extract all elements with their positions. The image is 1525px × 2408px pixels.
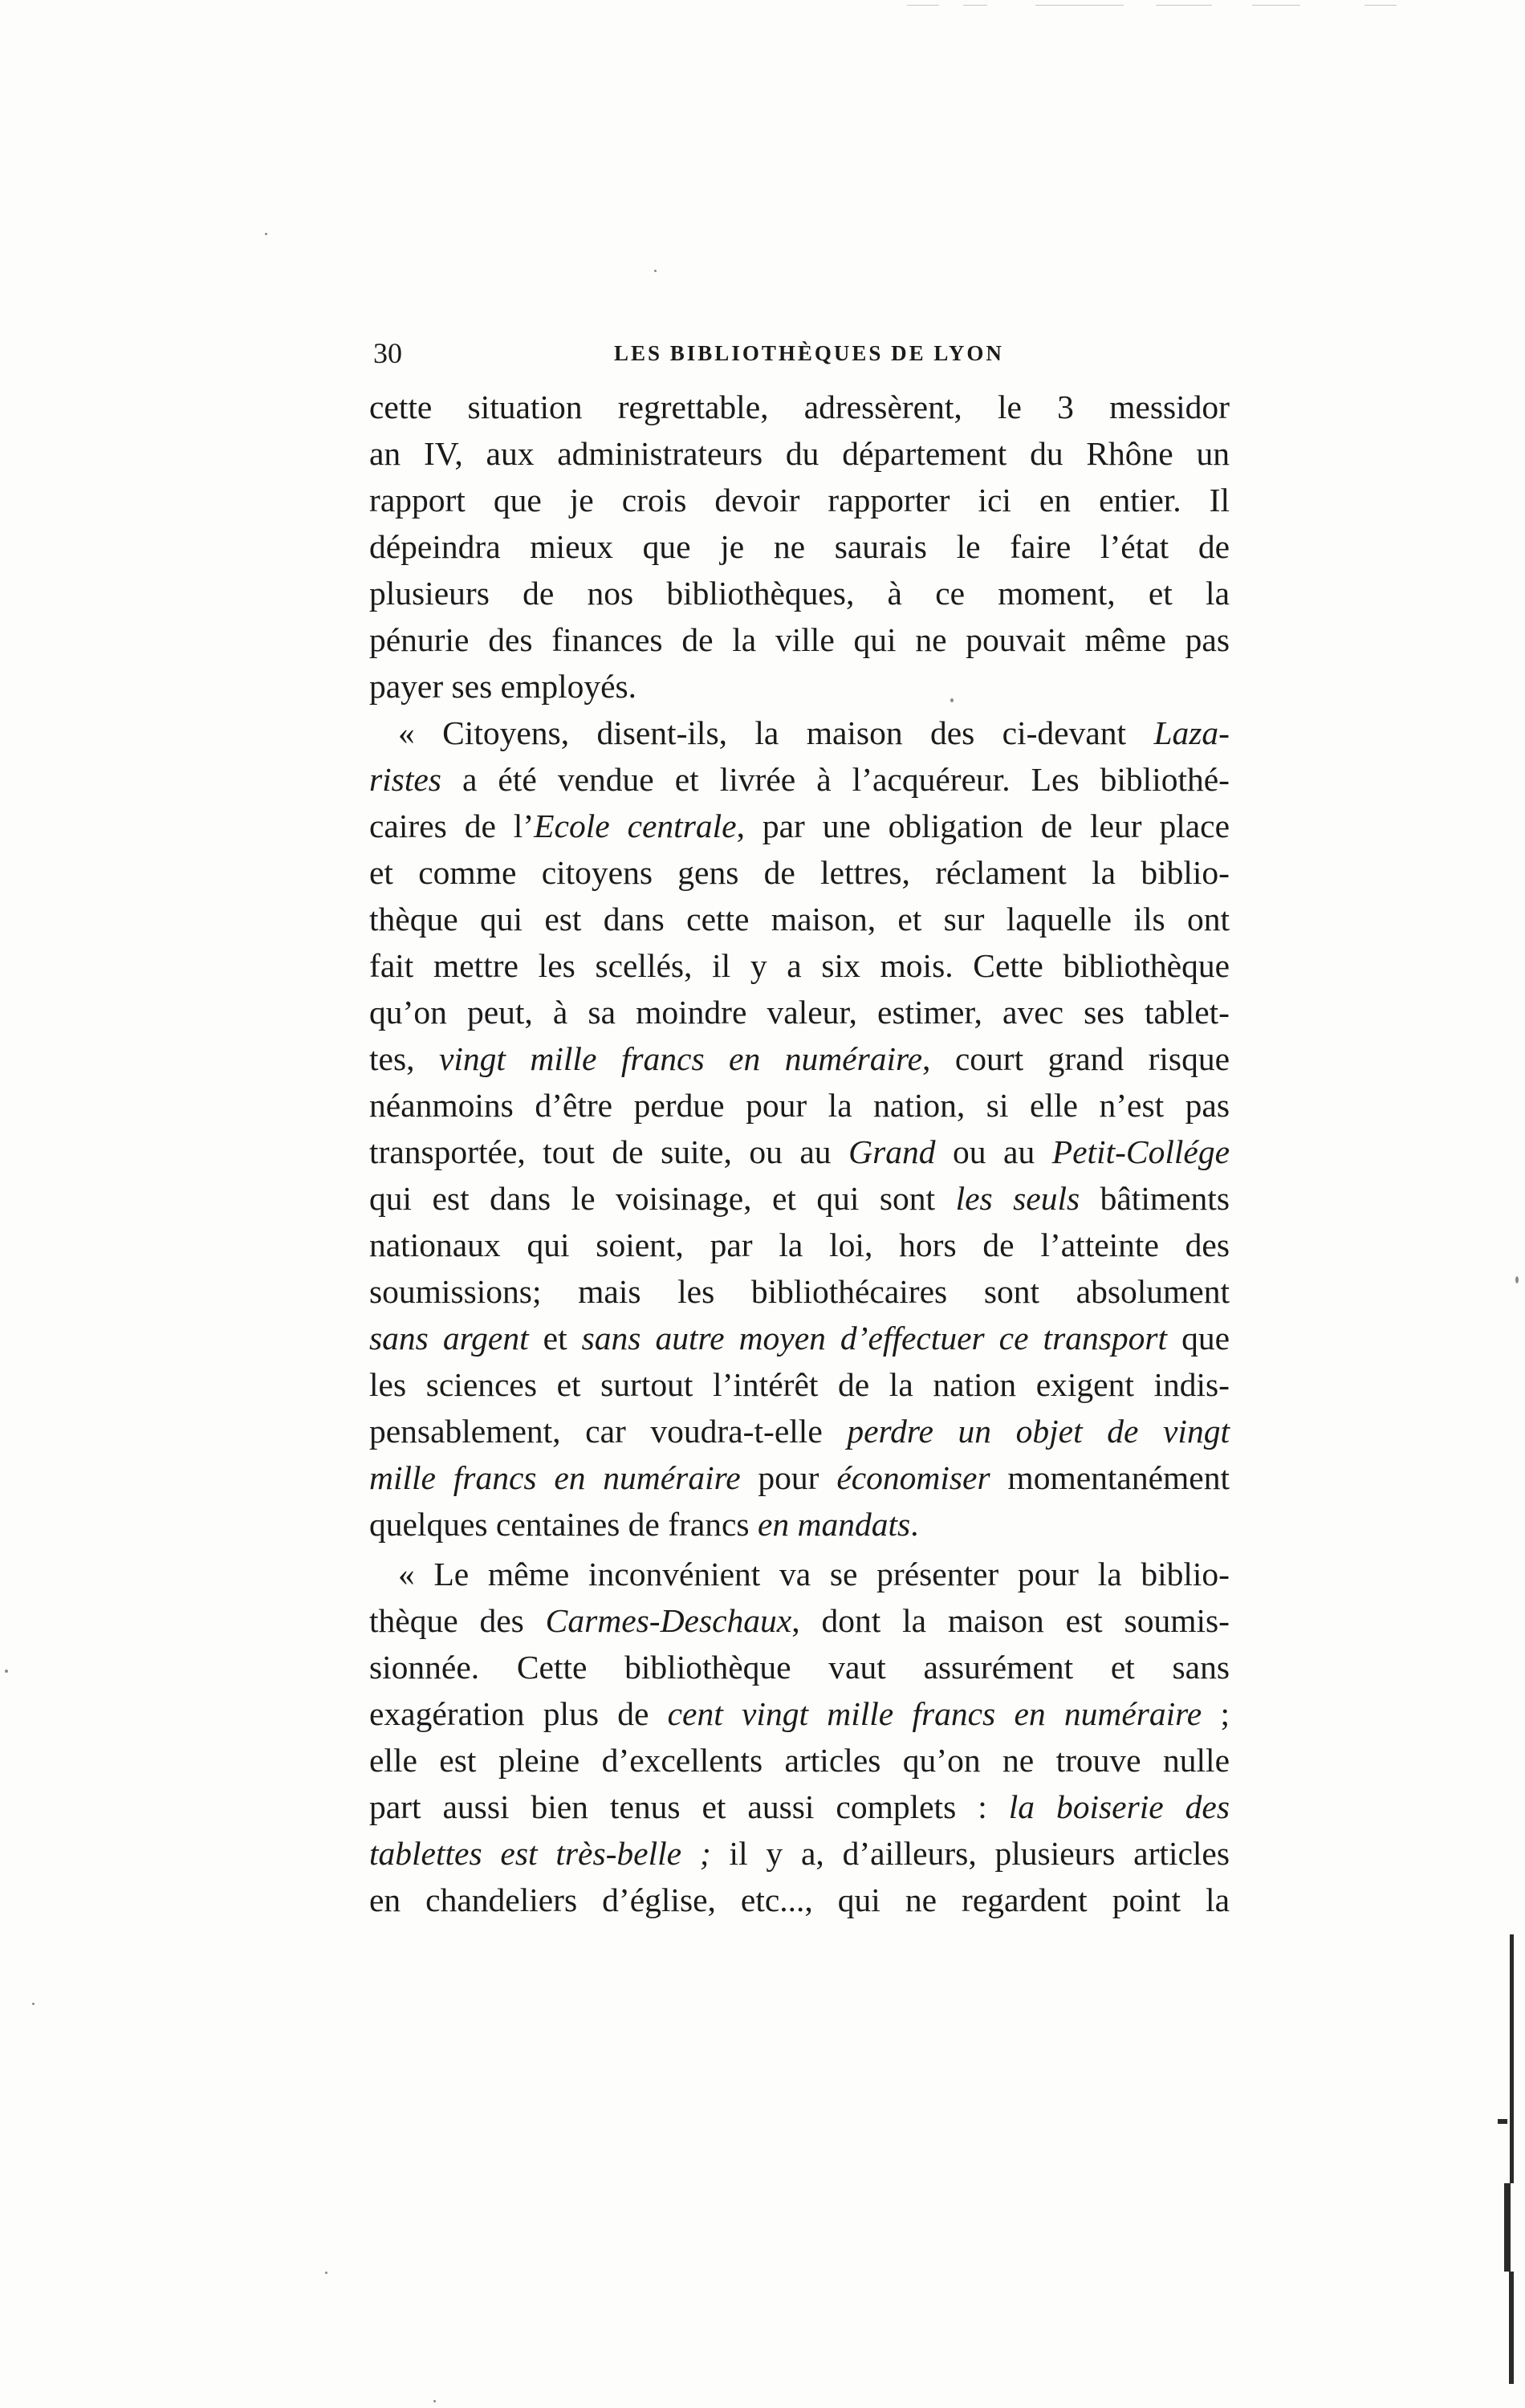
- text-run: qui est dans le voisinage, et qui sont: [369, 1180, 956, 1217]
- text-line: [369, 1501, 1230, 1548]
- text-run: les sciences et surtout l’intérêt de la nation exigent indis-: [369, 1366, 1230, 1403]
- text-line: [369, 1551, 1230, 1597]
- text-line: [369, 1644, 1230, 1690]
- italic-text-run: Laza-: [1153, 714, 1230, 751]
- text-line: [369, 663, 1230, 710]
- text-line: [369, 1830, 1230, 1877]
- text-run: et comme citoyens gens de lettres, réclament la biblio-: [369, 854, 1230, 891]
- text-run: cette situation regrettable, adressèrent, le 3 messidor: [369, 388, 1230, 425]
- body-text: [369, 384, 1230, 1923]
- text-run: il y a, d’ailleurs, plusieurs articles: [710, 1835, 1230, 1872]
- text-run: et: [528, 1320, 582, 1357]
- text-run: « Citoyens, disent-ils, la maison des ci-devant: [398, 714, 1154, 751]
- text-run: a été vendue et livrée à l’acquéreur. Les bibliothé-: [441, 761, 1230, 798]
- text-line: [369, 989, 1230, 1035]
- text-line: [369, 384, 1230, 430]
- text-run: ou au: [935, 1133, 1052, 1170]
- italic-text-run: mille francs en numéraire: [369, 1459, 741, 1496]
- paper-speck: [433, 2400, 436, 2402]
- text-run: ;: [1202, 1695, 1230, 1732]
- italic-text-run: cent vingt mille francs en numéraire: [667, 1695, 1202, 1732]
- text-run: que: [1167, 1320, 1230, 1357]
- text-run: quelques centaines de francs: [369, 1506, 758, 1543]
- text-run: sionnée. Cette bibliothèque vaut assurément et sans: [369, 1649, 1230, 1686]
- text-run: en chandeliers d’église, etc..., qui ne regardent point la: [369, 1881, 1230, 1918]
- italic-text-run: Petit-Collége: [1051, 1133, 1230, 1170]
- text-run: fait mettre les scellés, il y a six mois. Cette bibliothèque: [369, 947, 1230, 984]
- binding-edge-mark: [1509, 2272, 1514, 2384]
- text-line: [369, 1035, 1230, 1082]
- text-run: pour: [740, 1459, 837, 1496]
- italic-text-run: vingt mille francs en numéraire: [438, 1040, 923, 1077]
- italic-text-run: la boiserie des: [1008, 1788, 1230, 1825]
- text-run: thèque qui est dans cette maison, et sur laquelle ils ont: [369, 901, 1230, 938]
- text-run: elle est pleine d’excellents articles qu’on ne trouve nulle: [369, 1742, 1230, 1779]
- scan-edge-mark: [1252, 5, 1300, 6]
- text-line: [369, 1877, 1230, 1923]
- text-run: bâtiments: [1080, 1180, 1230, 1217]
- italic-text-run: en mandats: [757, 1506, 911, 1543]
- paper-speck: [950, 698, 954, 702]
- text-line: [369, 616, 1230, 663]
- text-line: [369, 1222, 1230, 1268]
- italic-text-run: les seuls: [955, 1180, 1080, 1217]
- paper-speck: [265, 233, 267, 235]
- text-line: [369, 896, 1230, 942]
- text-run: caires de l’: [369, 807, 535, 844]
- text-run: transportée, tout de suite, ou au: [369, 1133, 849, 1170]
- text-run: tes,: [369, 1040, 439, 1077]
- text-line: [369, 1315, 1230, 1361]
- text-run: , par une obligation de leur place: [736, 807, 1230, 844]
- text-run: thèque des: [369, 1602, 546, 1639]
- text-line: [369, 710, 1230, 756]
- text-run: plusieurs de nos bibliothèques, à ce moment, et la: [369, 575, 1230, 612]
- binding-edge-mark: [1510, 1934, 1514, 2183]
- italic-text-run: sans autre moyen d’effectuer ce transport: [581, 1320, 1168, 1357]
- paper-speck: [654, 270, 657, 272]
- text-line: [369, 570, 1230, 616]
- text-line: [369, 1129, 1230, 1175]
- text-line: [369, 1268, 1230, 1315]
- binding-edge-mark: [1498, 2119, 1507, 2124]
- text-run: rapport que je crois devoir rapporter ici en entier. Il: [369, 482, 1230, 519]
- scan-edge-mark: [1035, 5, 1124, 6]
- text-run: dépeindra mieux que je ne saurais le faire l’état de: [369, 528, 1230, 565]
- italic-text-run: Carmes-Deschaux: [545, 1602, 792, 1639]
- text-line: [369, 942, 1230, 989]
- text-run: « Le même inconvénient va se présenter pour la biblio-: [398, 1556, 1230, 1592]
- text-run: an IV, aux administrateurs du département du Rhône un: [369, 435, 1230, 472]
- scan-edge-mark: [963, 5, 987, 6]
- running-title: LES BIBLIOTHÈQUES DE LYON: [614, 341, 1004, 365]
- italic-text-run: économiser: [836, 1459, 990, 1496]
- italic-text-run: Grand: [848, 1133, 936, 1170]
- text-run: part aussi bien tenus et aussi complets :: [369, 1788, 1009, 1825]
- italic-text-run: perdre un objet de vingt: [847, 1413, 1230, 1450]
- text-line: [369, 1784, 1230, 1830]
- scan-edge-mark: [1364, 5, 1397, 6]
- paper-speck: [32, 2003, 35, 2005]
- text-line: [369, 1597, 1230, 1644]
- text-run: momentanément: [990, 1459, 1230, 1496]
- text-run: .: [910, 1506, 919, 1543]
- text-line: [369, 1737, 1230, 1784]
- text-line: [369, 1082, 1230, 1129]
- page-number: 30: [373, 337, 402, 369]
- paper-speck: [1515, 1276, 1519, 1283]
- text-line: [369, 803, 1230, 849]
- running-head: [373, 333, 1224, 373]
- text-line: [369, 523, 1230, 570]
- text-run: qu’on peut, à sa moindre valeur, estimer, avec ses tablet-: [369, 994, 1230, 1031]
- text-run: soumissions; mais les bibliothécaires sont absolument: [369, 1273, 1230, 1310]
- binding-edge-mark: [1504, 2183, 1511, 2272]
- italic-text-run: tablettes est très-belle ;: [369, 1835, 711, 1872]
- text-run: pensablement, car voudra-t-elle: [369, 1413, 848, 1450]
- italic-text-run: ristes: [369, 761, 441, 798]
- text-run: , dont la maison est soumis-: [791, 1602, 1230, 1639]
- text-line: [369, 849, 1230, 896]
- scan-edge-mark: [1156, 5, 1212, 6]
- text-run: , court grand risque: [922, 1040, 1230, 1077]
- italic-text-run: sans argent: [369, 1320, 529, 1357]
- text-run: payer ses employés.: [369, 668, 637, 705]
- paper-speck: [5, 1670, 8, 1673]
- text-line: [369, 430, 1230, 477]
- text-line: [369, 477, 1230, 523]
- text-line: [369, 756, 1230, 803]
- italic-text-run: Ecole centrale: [534, 807, 737, 844]
- text-line: [369, 1361, 1230, 1408]
- text-line: [369, 1454, 1230, 1501]
- text-line: [369, 1175, 1230, 1222]
- text-run: néanmoins d’être perdue pour la nation, si elle n’est pas: [369, 1087, 1230, 1124]
- text-line: [369, 1408, 1230, 1454]
- scan-edge-mark: [907, 5, 939, 6]
- text-line: [369, 1690, 1230, 1737]
- text-run: nationaux qui soient, par la loi, hors de l’atteinte des: [369, 1226, 1230, 1263]
- text-run: exagération plus de: [369, 1695, 668, 1732]
- text-run: pénurie des finances de la ville qui ne pouvait même pas: [369, 621, 1230, 658]
- paper-speck: [325, 2272, 327, 2274]
